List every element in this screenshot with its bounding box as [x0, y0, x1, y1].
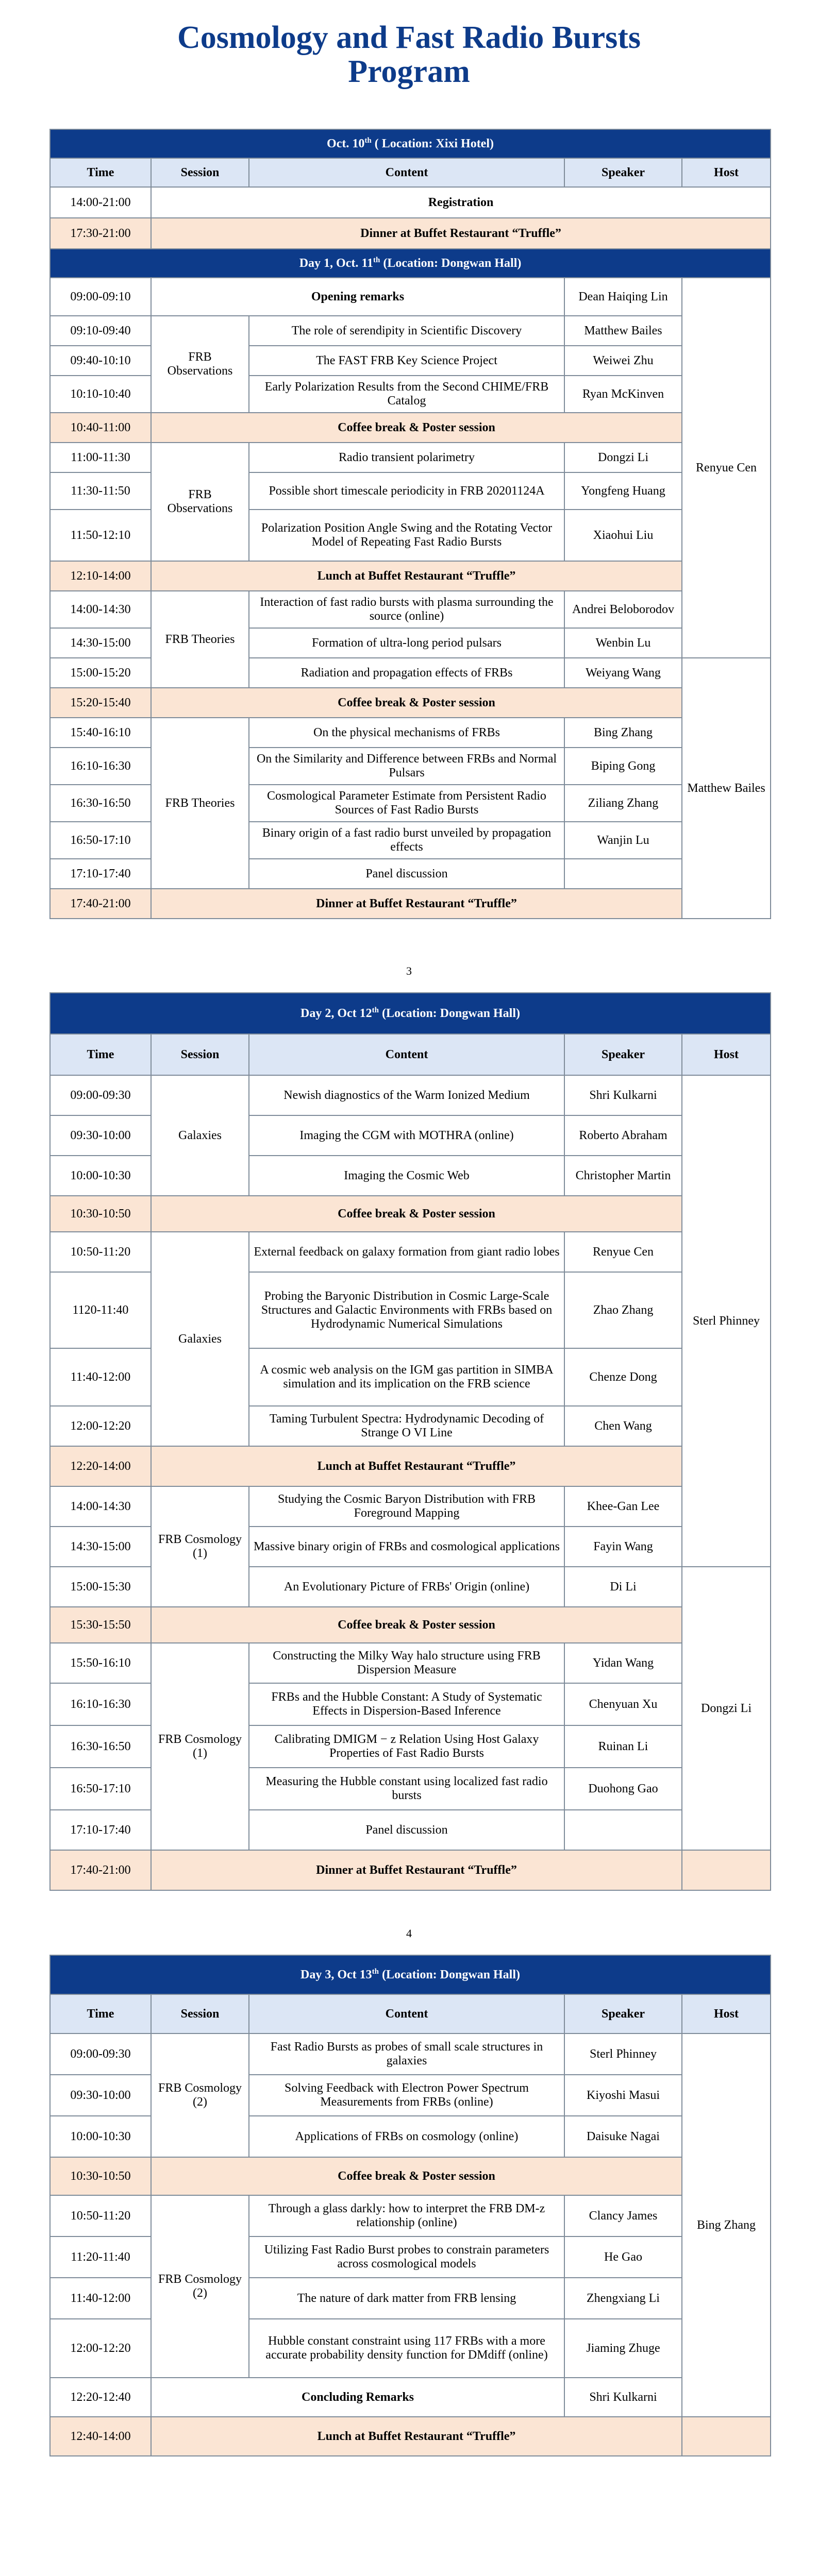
speaker-cell: Matthew Bailes: [564, 316, 682, 346]
speaker-cell: Roberto Abraham: [564, 1115, 682, 1156]
host-cell-empty: [682, 2417, 771, 2456]
time-cell: 11:40-12:00: [50, 2278, 151, 2319]
speaker-cell: Renyue Cen: [564, 1232, 682, 1272]
col-content: Content: [249, 1034, 564, 1075]
content-cell: FRBs and the Hubble Constant: A Study of Systematic Effects in Dispersion-Based Inference: [249, 1683, 564, 1725]
speaker-cell: Clancy James: [564, 2195, 682, 2236]
column-header-row: [50, 158, 771, 187]
content-cell: On the Similarity and Difference between FRBs and Normal Pulsars: [249, 748, 564, 785]
time-cell: 14:00-21:00: [50, 187, 151, 218]
time-cell: 16:10-16:30: [50, 1683, 151, 1725]
content-cell: Utilizing Fast Radio Burst probes to constrain parameters across cosmological models: [249, 2236, 564, 2278]
time-cell: 12:20-12:40: [50, 2378, 151, 2417]
content-cell: Polarization Position Angle Swing and the Rotating Vector Model of Repeating Fast Radio Bursts: [249, 510, 564, 561]
title-line-2: Program: [348, 54, 470, 89]
speaker-cell: Di Li: [564, 1567, 682, 1607]
speaker-cell: Ryan McKinven: [564, 376, 682, 413]
session-cell: FRB Cosmology (1): [151, 1486, 249, 1607]
col-host: Host: [682, 1034, 771, 1075]
content-cell: Coffee break & Poster session: [151, 1196, 682, 1232]
time-cell: 17:40-21:00: [50, 1850, 151, 1890]
time-cell: 15:20-15:40: [50, 688, 151, 718]
time-cell: 10:50-11:20: [50, 2195, 151, 2236]
content-cell: Newish diagnostics of the Warm Ionized Medium: [249, 1075, 564, 1115]
table-row: [50, 2033, 771, 2075]
content-cell: Calibrating DMIGM − z Relation Using Host Galaxy Properties of Fast Radio Bursts: [249, 1725, 564, 1768]
table-row: [50, 718, 771, 748]
time-cell: 12:00-12:20: [50, 1406, 151, 1446]
host-cell: Matthew Bailes: [682, 658, 771, 919]
content-cell: Formation of ultra-long period pulsars: [249, 628, 564, 658]
table-row: [50, 2195, 771, 2236]
table-row: [50, 278, 771, 316]
content-cell: Possible short timescale periodicity in FRB 20201124A: [249, 472, 564, 510]
day1-schedule-table: [49, 129, 771, 919]
title-line-1: Cosmology and Fast Radio Bursts: [177, 20, 641, 55]
speaker-cell: Yidan Wang: [564, 1643, 682, 1683]
table-row: [50, 1446, 771, 1486]
time-cell: 11:00-11:30: [50, 443, 151, 472]
speaker-cell: [564, 859, 682, 889]
col-time: Time: [50, 158, 151, 187]
col-speaker: Speaker: [564, 1994, 682, 2033]
speaker-cell: Yongfeng Huang: [564, 472, 682, 510]
content-cell: Hubble constant constraint using 117 FRBs with a more accurate probability density function for DMdiff (online): [249, 2319, 564, 2378]
speaker-cell: Chenze Dong: [564, 1348, 682, 1406]
table-row: [50, 688, 771, 718]
content-cell: The FAST FRB Key Science Project: [249, 346, 564, 376]
time-cell: 12:40-14:00: [50, 2417, 151, 2456]
time-cell: 09:10-09:40: [50, 316, 151, 346]
speaker-cell: Xiaohui Liu: [564, 510, 682, 561]
table-row: [50, 1643, 771, 1683]
speaker-cell: Duohong Gao: [564, 1768, 682, 1810]
speaker-cell: Jiaming Zhuge: [564, 2319, 682, 2378]
content-cell: Opening remarks: [151, 278, 564, 316]
day2-header-row: [50, 993, 771, 1034]
day1-schedule-block: [49, 129, 770, 919]
day2-header: Day 2, Oct 12th (Location: Dongwan Hall): [50, 993, 771, 1034]
time-cell: 17:40-21:00: [50, 889, 151, 919]
content-cell: Constructing the Milky Way halo structure using FRB Dispersion Measure: [249, 1643, 564, 1683]
table-row: [50, 218, 771, 249]
speaker-cell: [564, 1810, 682, 1850]
time-cell: 10:00-10:30: [50, 2116, 151, 2157]
page-number: 3: [406, 964, 412, 977]
content-cell: Coffee break & Poster session: [151, 2157, 682, 2195]
content-cell: Lunch at Buffet Restaurant “Truffle”: [151, 561, 682, 591]
time-cell: 16:30-16:50: [50, 785, 151, 822]
col-time: Time: [50, 1034, 151, 1075]
table-row: [50, 889, 771, 919]
col-session: Session: [151, 158, 249, 187]
col-host: Host: [682, 1994, 771, 2033]
speaker-cell: Chen Wang: [564, 1406, 682, 1446]
speaker-cell: Wanjin Lu: [564, 822, 682, 859]
content-cell: Taming Turbulent Spectra: Hydrodynamic Decoding of Strange O VI Line: [249, 1406, 564, 1446]
content-cell: Coffee break & Poster session: [151, 688, 682, 718]
time-cell: 11:20-11:40: [50, 2236, 151, 2278]
page-number: 4: [406, 1927, 412, 1940]
table-row: [50, 561, 771, 591]
content-cell: Through a glass darkly: how to interpret the FRB DM-z relationship (online): [249, 2195, 564, 2236]
time-cell: 11:40-12:00: [50, 1348, 151, 1406]
col-speaker: Speaker: [564, 158, 682, 187]
speaker-cell: Christopher Martin: [564, 1156, 682, 1196]
day1-header-row: [50, 249, 771, 278]
time-cell: 15:40-16:10: [50, 718, 151, 748]
time-cell: 11:50-12:10: [50, 510, 151, 561]
speaker-cell: Dean Haiqing Lin: [564, 278, 682, 316]
col-content: Content: [249, 1994, 564, 2033]
time-cell: 15:30-15:50: [50, 1607, 151, 1643]
time-cell: 10:30-10:50: [50, 1196, 151, 1232]
time-cell: 14:00-14:30: [50, 1486, 151, 1527]
speaker-cell: He Gao: [564, 2236, 682, 2278]
speaker-cell: Weiwei Zhu: [564, 346, 682, 376]
col-speaker: Speaker: [564, 1034, 682, 1075]
time-cell: 10:30-10:50: [50, 2157, 151, 2195]
speaker-cell: Ziliang Zhang: [564, 785, 682, 822]
time-cell: 09:40-10:10: [50, 346, 151, 376]
col-session: Session: [151, 1994, 249, 2033]
time-cell: 09:00-09:10: [50, 278, 151, 316]
speaker-cell: Zhao Zhang: [564, 1272, 682, 1348]
time-cell: 12:20-14:00: [50, 1446, 151, 1486]
column-header-row: [50, 1994, 771, 2033]
time-cell: 17:10-17:40: [50, 859, 151, 889]
time-cell: 12:10-14:00: [50, 561, 151, 591]
time-cell: 14:30-15:00: [50, 1527, 151, 1567]
time-cell: 15:50-16:10: [50, 1643, 151, 1683]
speaker-cell: Fayin Wang: [564, 1527, 682, 1567]
content-cell: Probing the Baryonic Distribution in Cosmic Large-Scale Structures and Galactic Environments with FRBs based on Hydrodynamic Numerical Simulations: [249, 1272, 564, 1348]
speaker-cell: Bing Zhang: [564, 718, 682, 748]
time-cell: 17:30-21:00: [50, 218, 151, 249]
host-cell: Sterl Phinney: [682, 1075, 771, 1567]
content-cell: Panel discussion: [249, 1810, 564, 1850]
day3-schedule-table: [49, 1955, 771, 2456]
content-cell: Dinner at Buffet Restaurant “Truffle”: [151, 889, 682, 919]
day3-header: Day 3, Oct 13th (Location: Dongwan Hall): [50, 1955, 771, 1994]
content-cell: Binary origin of a fast radio burst unveiled by propagation effects: [249, 822, 564, 859]
content-cell: Radio transient polarimetry: [249, 443, 564, 472]
table-row: [50, 2378, 771, 2417]
session-cell: FRB Observations: [151, 316, 249, 413]
content-cell: Early Polarization Results from the Second CHIME/FRB Catalog: [249, 376, 564, 413]
time-cell: 09:00-09:30: [50, 1075, 151, 1115]
time-cell: 10:00-10:30: [50, 1156, 151, 1196]
content-cell: Lunch at Buffet Restaurant “Truffle”: [151, 2417, 682, 2456]
time-cell: 14:30-15:00: [50, 628, 151, 658]
content-cell: Solving Feedback with Electron Power Spectrum Measurements from FRBs (online): [249, 2075, 564, 2116]
day2-schedule-block: [49, 992, 770, 1891]
table-row: [50, 2157, 771, 2195]
table-row: [50, 2417, 771, 2456]
time-cell: 12:00-12:20: [50, 2319, 151, 2378]
speaker-cell: Khee-Gan Lee: [564, 1486, 682, 1527]
content-cell: Imaging the Cosmic Web: [249, 1156, 564, 1196]
content-cell: Dinner at Buffet Restaurant “Truffle”: [151, 1850, 682, 1890]
speaker-cell: Chenyuan Xu: [564, 1683, 682, 1725]
host-cell-empty: [682, 1850, 771, 1890]
content-cell: Coffee break & Poster session: [151, 1607, 682, 1643]
speaker-cell: Shri Kulkarni: [564, 2378, 682, 2417]
content-cell: Concluding Remarks: [151, 2378, 564, 2417]
session-cell: FRB Cosmology (2): [151, 2033, 249, 2157]
content-cell: Measuring the Hubble constant using localized fast radio bursts: [249, 1768, 564, 1810]
time-cell: 11:30-11:50: [50, 472, 151, 510]
content-cell: On the physical mechanisms of FRBs: [249, 718, 564, 748]
day3-schedule-block: [49, 1955, 770, 2456]
time-cell: 16:50-17:10: [50, 1768, 151, 1810]
table-row: [50, 1850, 771, 1890]
speaker-cell: Ruinan Li: [564, 1725, 682, 1768]
content-cell: Dinner at Buffet Restaurant “Truffle”: [151, 218, 771, 249]
content-cell: The nature of dark matter from FRB lensing: [249, 2278, 564, 2319]
host-cell: Dongzi Li: [682, 1567, 771, 1850]
oct10-header-row: [50, 129, 771, 158]
content-cell: Coffee break & Poster session: [151, 413, 682, 443]
content-cell: Lunch at Buffet Restaurant “Truffle”: [151, 1446, 682, 1486]
time-cell: 09:30-10:00: [50, 2075, 151, 2116]
session-cell: FRB Cosmology (1): [151, 1643, 249, 1850]
content-cell: Fast Radio Bursts as probes of small scale structures in galaxies: [249, 2033, 564, 2075]
host-cell: Renyue Cen: [682, 278, 771, 658]
speaker-cell: Dongzi Li: [564, 443, 682, 472]
content-cell: Panel discussion: [249, 859, 564, 889]
day3-header-row: [50, 1955, 771, 1994]
time-cell: 1120-11:40: [50, 1272, 151, 1348]
content-cell: Applications of FRBs on cosmology (online): [249, 2116, 564, 2157]
speaker-cell: Daisuke Nagai: [564, 2116, 682, 2157]
speaker-cell: Zhengxiang Li: [564, 2278, 682, 2319]
time-cell: 15:00-15:20: [50, 658, 151, 688]
content-cell: Imaging the CGM with MOTHRA (online): [249, 1115, 564, 1156]
table-row: [50, 1232, 771, 1272]
content-cell: Massive binary origin of FRBs and cosmological applications: [249, 1527, 564, 1567]
session-cell: FRB Theories: [151, 591, 249, 688]
speaker-cell: Kiyoshi Masui: [564, 2075, 682, 2116]
session-cell: Galaxies: [151, 1075, 249, 1196]
table-row: [50, 187, 771, 218]
speaker-cell: Andrei Beloborodov: [564, 591, 682, 628]
oct10-header: Oct. 10th ( Location: Xixi Hotel): [50, 129, 771, 158]
content-cell: External feedback on galaxy formation from giant radio lobes: [249, 1232, 564, 1272]
column-header-row: [50, 1034, 771, 1075]
day2-schedule-table: [49, 992, 771, 1891]
table-row: [50, 1196, 771, 1232]
content-cell: A cosmic web analysis on the IGM gas partition in SIMBA simulation and its implication on the FRB science: [249, 1348, 564, 1406]
session-cell: FRB Cosmology (2): [151, 2195, 249, 2378]
session-cell: FRB Theories: [151, 718, 249, 889]
speaker-cell: Shri Kulkarni: [564, 1075, 682, 1115]
session-cell: Galaxies: [151, 1232, 249, 1446]
col-time: Time: [50, 1994, 151, 2033]
table-row: [50, 1607, 771, 1643]
content-cell: Radiation and propagation effects of FRBs: [249, 658, 564, 688]
content-cell: Interaction of fast radio bursts with plasma surrounding the source (online): [249, 591, 564, 628]
table-row: [50, 1486, 771, 1527]
col-session: Session: [151, 1034, 249, 1075]
session-cell: FRB Observations: [151, 443, 249, 561]
table-row: [50, 591, 771, 628]
time-cell: 10:40-11:00: [50, 413, 151, 443]
host-cell: Bing Zhang: [682, 2033, 771, 2417]
speaker-cell: Biping Gong: [564, 748, 682, 785]
time-cell: 16:10-16:30: [50, 748, 151, 785]
content-cell: An Evolutionary Picture of FRBs' Origin (online): [249, 1567, 564, 1607]
table-row: [50, 443, 771, 472]
content-cell: Studying the Cosmic Baryon Distribution with FRB Foreground Mapping: [249, 1486, 564, 1527]
time-cell: 16:30-16:50: [50, 1725, 151, 1768]
table-row: [50, 1075, 771, 1115]
speaker-cell: Weiyang Wang: [564, 658, 682, 688]
time-cell: 17:10-17:40: [50, 1810, 151, 1850]
time-cell: 15:00-15:30: [50, 1567, 151, 1607]
content-cell: Cosmological Parameter Estimate from Persistent Radio Sources of Fast Radio Bursts: [249, 785, 564, 822]
content-cell: Registration: [151, 187, 771, 218]
time-cell: 10:50-11:20: [50, 1232, 151, 1272]
content-cell: The role of serendipity in Scientific Discovery: [249, 316, 564, 346]
speaker-cell: Wenbin Lu: [564, 628, 682, 658]
day1-header: Day 1, Oct. 11th (Location: Dongwan Hall): [50, 249, 771, 278]
col-host: Host: [682, 158, 771, 187]
col-content: Content: [249, 158, 564, 187]
page-title: [0, 21, 818, 89]
time-cell: 16:50-17:10: [50, 822, 151, 859]
speaker-cell: Sterl Phinney: [564, 2033, 682, 2075]
table-row: [50, 316, 771, 346]
time-cell: 14:00-14:30: [50, 591, 151, 628]
table-row: [50, 413, 771, 443]
time-cell: 09:00-09:30: [50, 2033, 151, 2075]
time-cell: 09:30-10:00: [50, 1115, 151, 1156]
time-cell: 10:10-10:40: [50, 376, 151, 413]
